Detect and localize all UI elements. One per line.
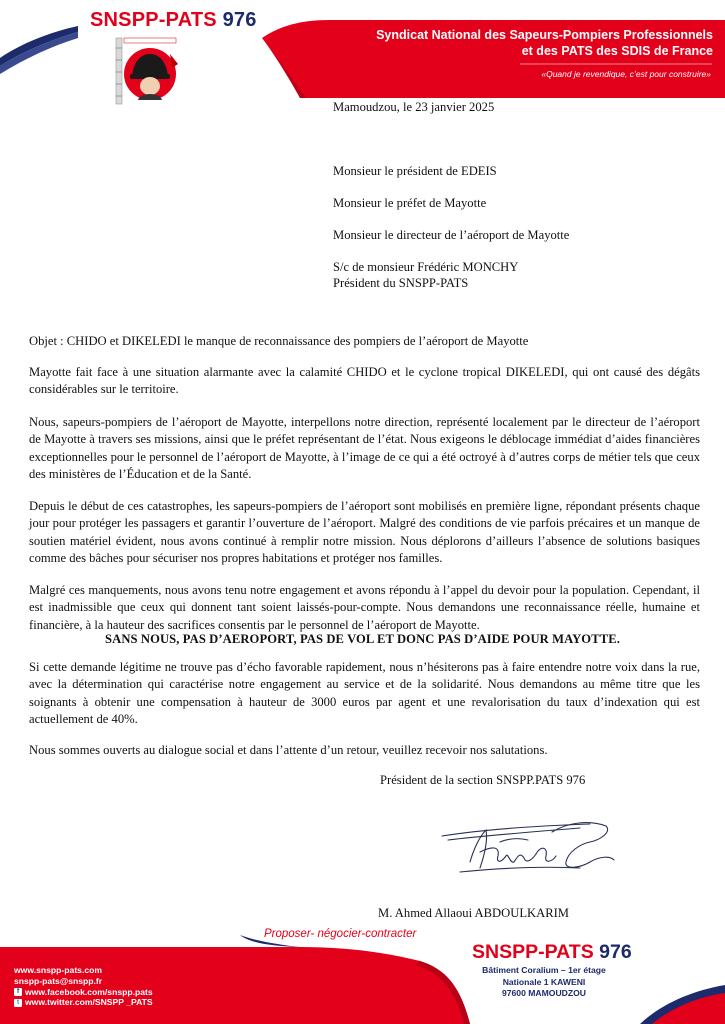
header-slogan: «Quand je revendique, c’est pour construire»: [541, 69, 711, 79]
facebook-icon: f: [14, 988, 22, 996]
twitter-link-text: www.twitter.com/SNSPP _PATS: [25, 997, 153, 1008]
address-line: 97600 MAMOUDZOU: [501, 988, 587, 999]
union-logo: [108, 34, 188, 109]
email-link-text: snspp-pats@snspp.fr: [14, 975, 103, 986]
footer-tagline: Proposer- négocier-contracter: [264, 928, 417, 940]
letter-subject: Objet : CHIDO et DIKELEDI le manque de reconnaissance des pompiers de l’aéroport de Mayotte: [29, 334, 529, 348]
footer-contact-links: [14, 965, 153, 1008]
via-line: Président du SNSPP-PATS: [333, 276, 469, 290]
header-brand: [90, 9, 257, 32]
twitter-icon: t: [14, 999, 22, 1007]
via-line: S/c de monsieur Frédéric MONCHY: [333, 260, 519, 274]
address-line: Bâtiment Coralium – 1er étage: [482, 965, 606, 975]
recipient-line: Monsieur le directeur de l’aéroport de Mayotte: [333, 228, 570, 242]
letter-footer: [0, 925, 725, 1024]
recipient-line: Monsieur le président de EDEIS: [333, 164, 497, 178]
footer-brand-name: SNSPP-PATS: [472, 941, 594, 963]
header-brand-name: SNSPP-PATS: [90, 9, 217, 31]
footer-brand-number: 976: [599, 941, 632, 963]
footer-address: [474, 965, 614, 1000]
header-title-line: Syndicat National des Sapeurs-Pompiers Professionnels: [376, 28, 713, 42]
facebook-link[interactable]: [14, 987, 153, 998]
letter-headline: SANS NOUS, PAS D’AEROPORT, PAS DE VOL ET DONC PAS D’AIDE POUR MAYOTTE.: [105, 632, 620, 646]
body-paragraph: Si cette demande légitime ne trouve pas d’écho favorable rapidement, nous n’hésiterons pas à faire entendre notre voix dans la rue, avec la détermination qui caractérise notre engagement au service et de la solidarité. Nous demandons au même titre que les soignants à obtenir une compensation à hauteur de 3000 euros par agent et une revalorisation du taux d’indexation qui est actuellement de 40%.: [29, 660, 700, 726]
address-line: Nationale 1 KAWENI: [502, 976, 586, 987]
body-paragraph: Malgré ces manquements, nous avons tenu notre engagement et avons répondu à l’appel du devoir pour la population. Cependant, il est inadmissible que ceux qui donnent tant soient laissés-pour-compte. Nous demandons une reconnaissance réelle, humaine et financière, à la hauteur des sacrifices consentis par le personnel de l’aéroport de Mayotte.: [29, 583, 700, 632]
header-title: [376, 27, 713, 59]
email-link[interactable]: [14, 976, 153, 987]
signer-name: M. Ahmed Allaoui ABDOULKARIM: [378, 906, 570, 920]
signature-icon: [440, 812, 615, 882]
recipient-line: Monsieur le préfet de Mayotte: [333, 196, 487, 210]
website-link[interactable]: [14, 965, 153, 976]
body-paragraph: Nous, sapeurs-pompiers de l’aéroport de Mayotte, interpellons notre direction, représenté localement par le directeur de l’aéroport de Mayotte à travers ses missions, ainsi que le préfet représentant de l’état. Nous exigeons le déblocage immédiat d’aides financières exceptionnelles pour le personnel de l’aéroport de Mayotte, à l’image de ce qui a été octroyé à d’autres corps de métier tels que ceux des ministères de l’Éducation et de la Santé.: [29, 415, 700, 481]
header-brand-number: 976: [222, 9, 257, 31]
firefighter-emblem-icon: [108, 34, 188, 109]
footer-brand: [472, 941, 632, 964]
letterhead: [0, 0, 725, 110]
facebook-link-text: www.facebook.com/snspp.pats: [25, 986, 153, 997]
signer-title: Président de la section SNSPP.PATS 976: [380, 773, 586, 787]
body-paragraph: Nous sommes ouverts au dialogue social et dans l’attente d’un retour, veuillez recevoir nos salutations.: [29, 743, 548, 757]
letter-place-date: Mamoudzou, le 23 janvier 2025: [333, 100, 495, 114]
recipient-block: [333, 163, 569, 291]
handwritten-signature: [440, 812, 615, 882]
body-paragraph: Mayotte fait face à une situation alarmante avec la calamité CHIDO et le cyclone tropical DIKELEDI, qui ont causé des dégâts considérables sur le territoire.: [29, 365, 700, 397]
website-link-text: www.snspp-pats.com: [14, 965, 103, 975]
twitter-link[interactable]: [14, 997, 153, 1008]
header-title-line: et des PATS des SDIS de France: [521, 44, 713, 58]
body-paragraph: Depuis le début de ces catastrophes, les sapeurs-pompiers de l’aéroport sont mobilisés en première ligne, répondant présents chaque jour pour protéger les passagers et garantir l’ouverture de l’aéroport. Malgré des conditions de vie parfois précaires et un manque de soutien matériel évident, nous avons continué à remplir notre mission. Nous déplorons d’ailleurs l’absence de solutions basiques comme des bâches pour sécuriser nos propres habitations et protéger nos familles.: [29, 499, 700, 565]
